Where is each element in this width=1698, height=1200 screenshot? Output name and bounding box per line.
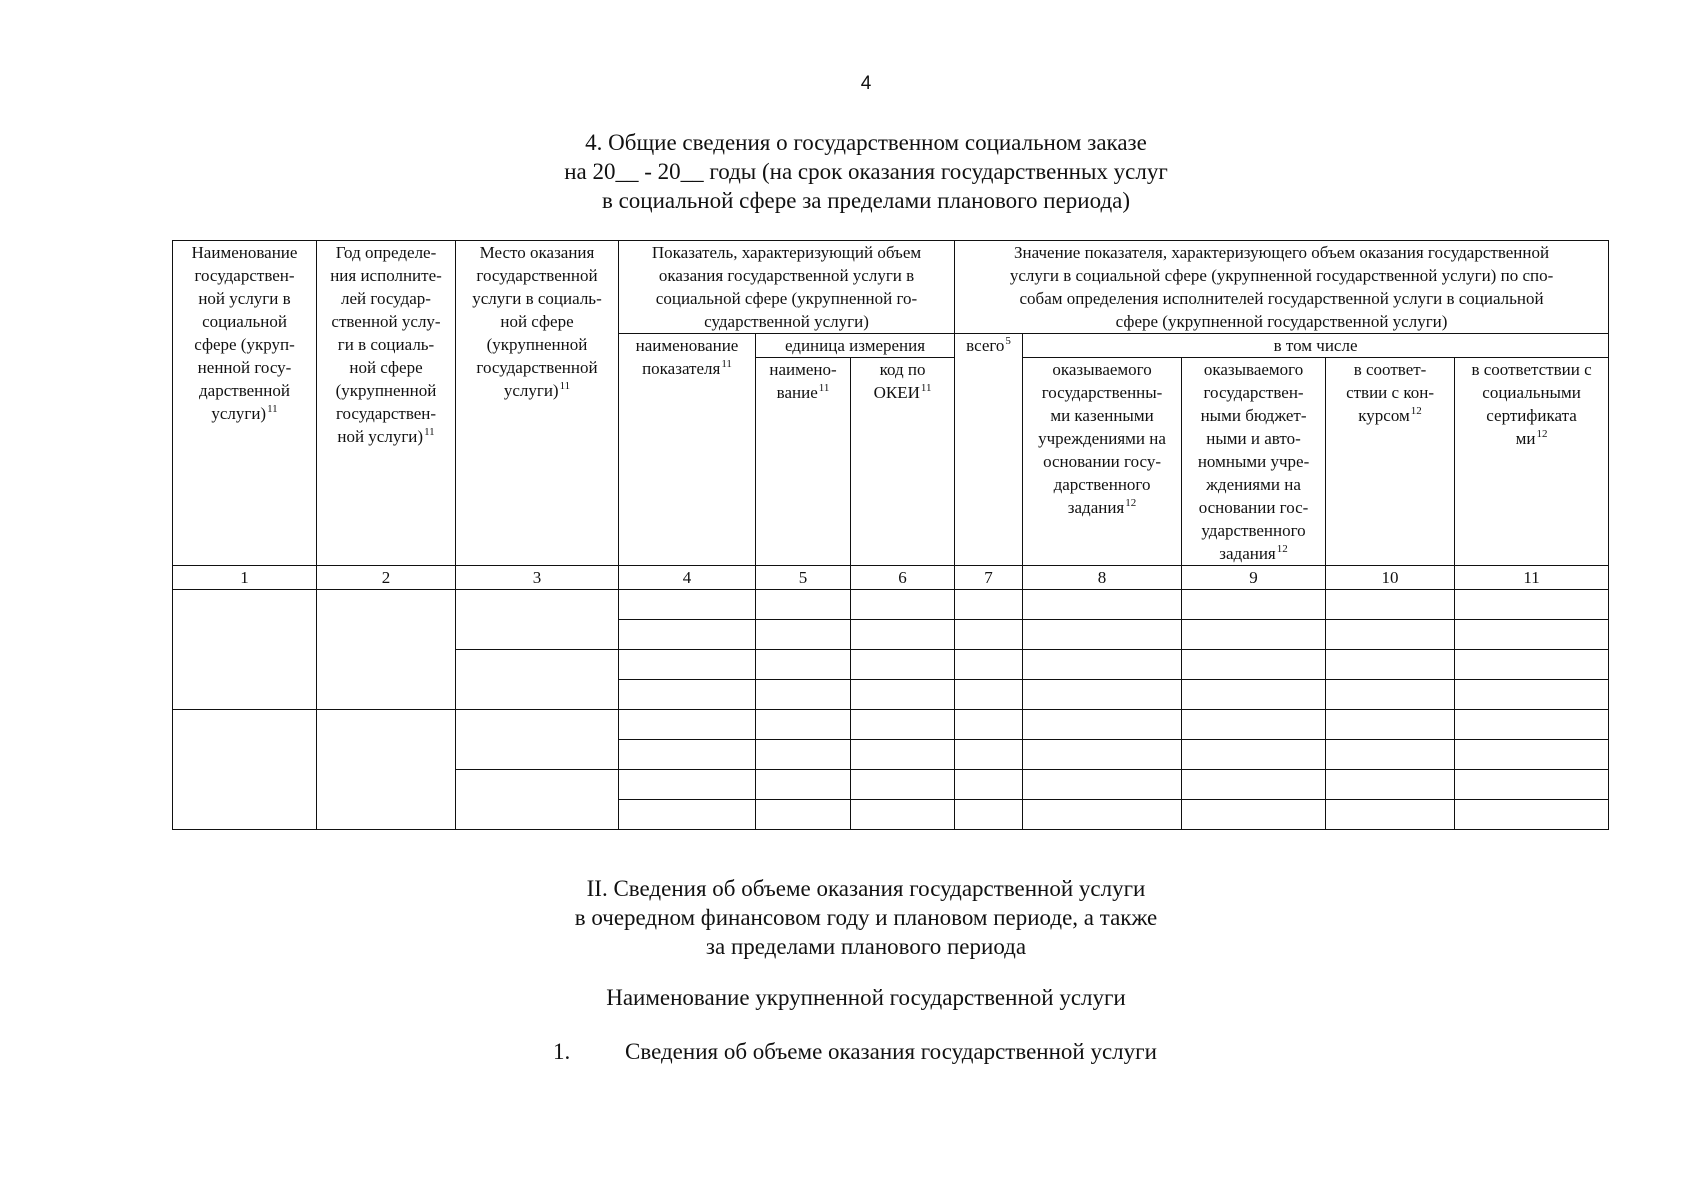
table-cell: [1182, 680, 1326, 710]
column-number: 6: [851, 566, 955, 590]
table-cell: [1182, 740, 1326, 770]
table-cell: [1455, 770, 1609, 800]
table-cell: [1182, 710, 1326, 740]
header-year: Год определе- ния исполните- лей государ- ственной услу- ги в социаль- ной сфере (укрупненной государствен- ной услуги)$^{11}$: [317, 241, 456, 566]
header-indicator-group: Показатель, характеризующий объем оказания государственной услуги в социальной сфере (укрупненной го- сударственной услуги): [619, 241, 955, 334]
table-cell: [1023, 590, 1182, 620]
table-cell: [1326, 770, 1455, 800]
table-cell: [456, 650, 619, 710]
table-cell: [1182, 770, 1326, 800]
table-cell: [619, 800, 756, 830]
title-line: II. Сведения об объеме оказания государственной услуги: [586, 876, 1146, 901]
column-number: 8: [1023, 566, 1182, 590]
table-row: [173, 590, 1609, 620]
table-cell: [1326, 590, 1455, 620]
header-unit-name: наимено- вание$^{11}$: [756, 358, 851, 566]
table-cell: [1326, 620, 1455, 650]
title-line: 4. Общие сведения о государственном социальном заказе: [585, 130, 1147, 155]
table-cell: [1326, 800, 1455, 830]
table-cell: [756, 590, 851, 620]
table-cell: [619, 770, 756, 800]
table-cell: [851, 650, 955, 680]
header-certificates: в соответствии с социальными сертификата $ми^{12}$: [1455, 358, 1609, 566]
table-cell: [955, 620, 1023, 650]
table-cell: [1455, 650, 1609, 680]
table-cell: [955, 770, 1023, 800]
table-cell: [619, 620, 756, 650]
table-cell: [1182, 590, 1326, 620]
table-cell: [756, 680, 851, 710]
table-cell: [1182, 620, 1326, 650]
table-cell: [955, 650, 1023, 680]
header-budget-institutions: оказываемого государствен- ными бюджет- ными и авто- номными учре- ждениями на основании гос- ударственного задания$^{12}$: [1182, 358, 1326, 566]
table-cell: [1455, 800, 1609, 830]
table-cell: [851, 770, 955, 800]
table-cell: [1182, 800, 1326, 830]
social-order-table: [172, 240, 1609, 830]
header-value-group: Значение показателя, характеризующего объем оказания государственной услуги в социальной сфере (укрупненной государственной услуги) по спо- собам определения исполнителей государственной услуги в социальной сфере (укрупненной государственной услуги): [955, 241, 1609, 334]
table-cell: [619, 710, 756, 740]
column-number: 2: [317, 566, 456, 590]
section-2-title: [0, 874, 1698, 961]
table-cell: [317, 710, 456, 830]
table-cell: [955, 800, 1023, 830]
table-cell: [756, 800, 851, 830]
column-number: 10: [1326, 566, 1455, 590]
table-cell: [1182, 650, 1326, 680]
table-cell: [317, 590, 456, 710]
column-number-row: [173, 566, 1609, 590]
header-indicator-name: наименование показателя$^{11}$: [619, 334, 756, 566]
table-cell: [851, 620, 955, 650]
header-total: всего$^5$: [955, 334, 1023, 566]
table-row: [173, 710, 1609, 740]
table-cell: [851, 710, 955, 740]
table-cell: [1023, 740, 1182, 770]
table-cell: [1326, 710, 1455, 740]
table-cell: [851, 800, 955, 830]
column-number: 7: [955, 566, 1023, 590]
table-cell: [756, 650, 851, 680]
header-unit-group: единица измерения: [756, 334, 955, 358]
table-cell: [1326, 650, 1455, 680]
section-heading: [553, 1039, 1157, 1065]
table-cell: [1023, 650, 1182, 680]
column-number: 3: [456, 566, 619, 590]
table-cell: [756, 770, 851, 800]
table-cell: [1023, 800, 1182, 830]
table-cell: [1023, 710, 1182, 740]
table-cell: [456, 710, 619, 770]
table-cell: [955, 740, 1023, 770]
table-cell: [619, 590, 756, 620]
column-number: 9: [1182, 566, 1326, 590]
column-number: 1: [173, 566, 317, 590]
table-cell: [756, 620, 851, 650]
table-cell: [851, 590, 955, 620]
table-cell: [1455, 710, 1609, 740]
column-number: 4: [619, 566, 756, 590]
table-cell: [173, 710, 317, 830]
table-cell: [955, 710, 1023, 740]
table-cell: [1023, 770, 1182, 800]
header-place: Место оказания государственной услуги в социаль- ной сфере (укрупненной государственной услуги)$^{11}$: [456, 241, 619, 566]
table-cell: [1455, 680, 1609, 710]
title-line: за пределами планового периода: [705, 934, 1027, 959]
table-cell: [1455, 620, 1609, 650]
title-line: на 20__ - 20__ годы (на срок оказания государственных услуг: [564, 159, 1168, 184]
page-number: 4: [860, 73, 872, 94]
header-including: в том числе: [1023, 334, 1609, 358]
table-cell: [1455, 590, 1609, 620]
header-competition: в соответ- ствии с кон- курсом$^{12}$: [1326, 358, 1455, 566]
table-cell: [756, 740, 851, 770]
table-cell: [1455, 740, 1609, 770]
table-cell: [456, 590, 619, 650]
table-cell: [619, 650, 756, 680]
table-cell: [756, 710, 851, 740]
table-cell: [1326, 740, 1455, 770]
title-line: в социальной сфере за пределами планового периода): [601, 188, 1131, 213]
table-cell: [955, 590, 1023, 620]
header-service-name: Наименование государствен- ной услуги в социальной сфере (укруп- ненной госу- дарственной услуги)$^{11}$: [173, 241, 317, 566]
column-number: 5: [756, 566, 851, 590]
section-heading-text: Сведения об объеме оказания государственной услуги: [625, 1039, 1157, 1064]
title-line: в очередном финансовом году и плановом периоде, а также: [574, 905, 1158, 930]
table-cell: [1326, 680, 1455, 710]
table-cell: [619, 740, 756, 770]
section-4-title: [0, 128, 1698, 215]
table-cell: [1023, 680, 1182, 710]
header-state-institutions: оказываемого государственны- ми казенными учреждениями на основании госу- дарственного задания$^{12}$: [1023, 358, 1182, 566]
column-number: 11: [1455, 566, 1609, 590]
service-name-label: Наименование укрупненной государственной услуги: [606, 985, 1126, 1010]
header-okei-code: код по ОКЕИ$^{11}$: [851, 358, 955, 566]
table-cell: [619, 680, 756, 710]
table-cell: [456, 770, 619, 830]
table-cell: [173, 590, 317, 710]
table-cell: [851, 680, 955, 710]
table-cell: [955, 680, 1023, 710]
table-cell: [851, 740, 955, 770]
section-heading-number: 1.: [553, 1039, 571, 1064]
table-cell: [1023, 620, 1182, 650]
